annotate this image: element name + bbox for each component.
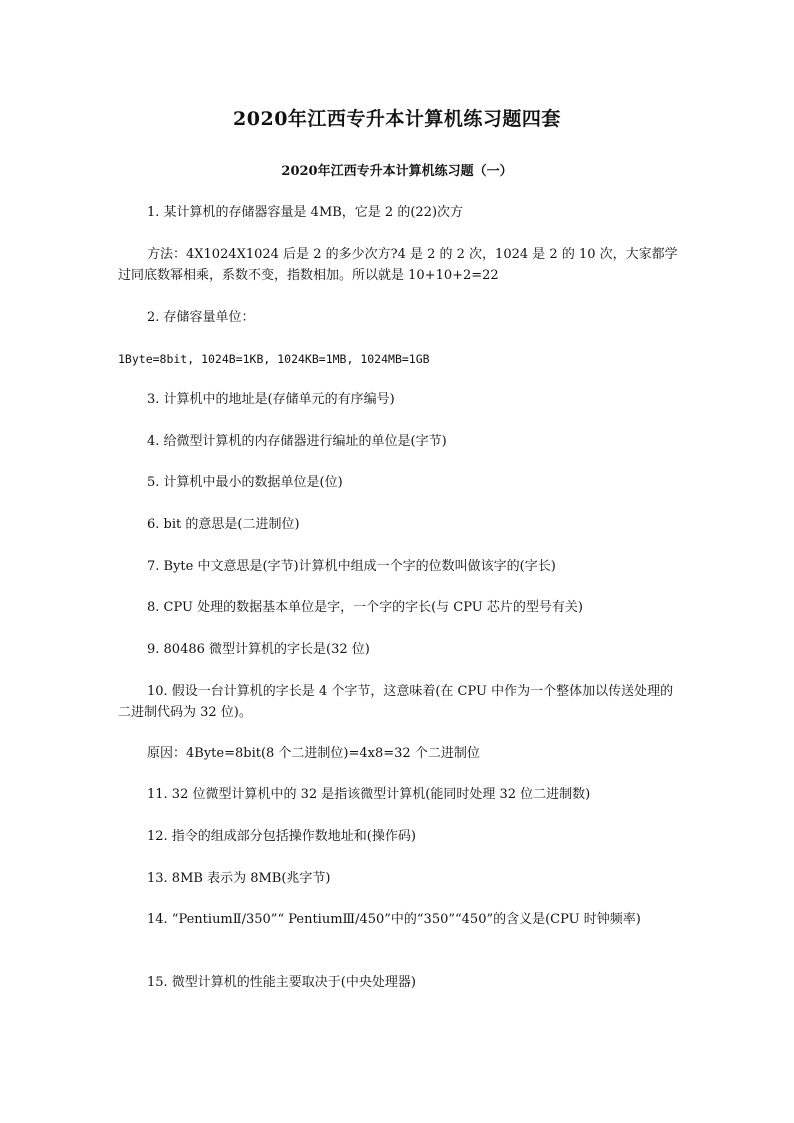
paragraph-9: 9. 80486 微型计算机的字长是(32 位) — [147, 642, 370, 657]
paragraph-6: 6. bit 的意思是(二进制位) — [147, 517, 300, 532]
paragraph-1: 1. 某计算机的存储器容量是 4MB，它是 2 的(22)次方 — [147, 205, 464, 220]
section-subtitle: 2020年江西专升本计算机练习题（一） — [281, 164, 513, 179]
document-title: 2020年江西专升本计算机练习题四套 — [233, 108, 561, 130]
paragraph-10: 10. 假设一台计算机的字长是 4 个字节，这意味着(在 CPU 中作为一个整体加以传送处理的二进制代码为 32 位)。 — [118, 684, 674, 720]
paragraph-4: 4. 给微型计算机的内存储器进行编址的单位是(字节) — [147, 434, 447, 449]
paragraph-7: 7. Byte 中文意思是(字节)计算机中组成一个字的位数叫做该字的(字长) — [147, 559, 556, 574]
paragraph-reason: 原因：4Byte=8bit(8 个二进制位)=4x8=32 个二进制位 — [147, 746, 480, 761]
paragraph-2: 2. 存储容量单位： — [147, 310, 255, 325]
paragraph-8: 8. CPU 处理的数据基本单位是字，一个字的字长(与 CPU 芯片的型号有关) — [147, 600, 583, 615]
paragraph-11: 11. 32 位微型计算机中的 32 是指该微型计算机(能同时处理 32 位二进制数) — [147, 787, 591, 802]
paragraph-13: 13. 8MB 表示为 8MB(兆字节) — [147, 871, 331, 886]
paragraph-method: 方法：4X1024X1024 后是 2 的多少次方?4 是 2 的 2 次，1024 是 2 的 10 次，大家都学过同底数幂相乘，系数不变，指数相加。所以就是 10+10+2=22 — [118, 247, 678, 283]
paragraph-12: 12. 指令的组成部分包括操作数地址和(操作码) — [147, 829, 416, 844]
paragraph-3: 3. 计算机中的地址是(存储单元的有序编号) — [147, 392, 395, 407]
paragraph-15: 15. 微型计算机的性能主要取决于(中央处理器) — [147, 975, 416, 990]
paragraph-5: 5. 计算机中最小的数据单位是(位) — [147, 475, 343, 490]
paragraph-14: 14. “PentiumⅡ/350”“ PentiumⅢ/450”中的“350”“450”的含义是(CPU 时钟频率) — [147, 912, 641, 927]
paragraph-units: 1Byte=8bit, 1024B=1KB, 1024KB=1MB, 1024MB=1GB — [118, 352, 430, 366]
